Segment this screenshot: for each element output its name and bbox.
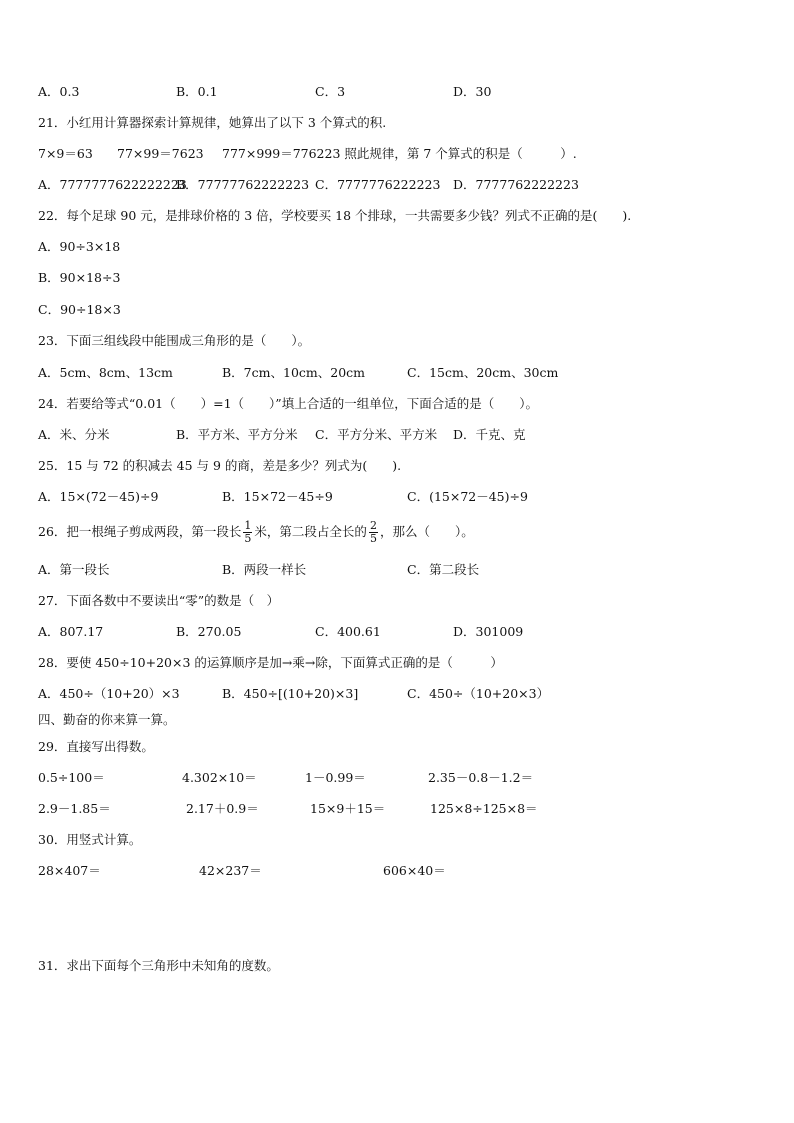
q29-item: 2.9－1.85＝ xyxy=(38,801,111,816)
q27-option-c: C．400.61 xyxy=(315,624,381,639)
q26-fraction-2 xyxy=(369,520,378,545)
q20-option-c: C．3 xyxy=(315,84,346,99)
q20-option-a: A．0.3 xyxy=(38,84,80,99)
q29-item: 2.17＋0.9＝ xyxy=(186,801,259,816)
q28-stem: 28．要使 450÷10+20×3 的运算顺序是加→乘→除，下面算式正确的是（ ） xyxy=(38,655,503,670)
q26-fraction-2-denominator: 5 xyxy=(369,532,377,545)
q24-option-d: D．千克、克 xyxy=(453,427,526,442)
q27-option-a: A．807.17 xyxy=(38,624,104,639)
q30-item: 606×40＝ xyxy=(383,863,446,878)
q21-option-b: B．77777762222223 xyxy=(176,177,310,192)
q20-option-d: D．30 xyxy=(453,84,492,99)
q26-option-a: A．第一段长 xyxy=(38,562,110,577)
q28-option-b: B．450÷[(10+20)×3] xyxy=(222,686,359,701)
q24-option-b: B．平方米、平方分米 xyxy=(176,427,298,442)
q22-option-c: C．90÷18×3 xyxy=(38,302,121,317)
q29-item: 0.5÷100＝ xyxy=(38,770,105,785)
q29-item: 15×9＋15＝ xyxy=(310,801,386,816)
q23-option-a: A．5cm、8cm、13cm xyxy=(38,365,173,380)
q21-option-a: A．7777777622222223 xyxy=(38,177,187,192)
q21-stem: 21．小红用计算器探索计算规律，她算出了以下 3 个算式的积. xyxy=(38,115,387,130)
section-4-title: 四、勤奋的你来算一算。 xyxy=(38,712,176,727)
q27-option-b: B．270.05 xyxy=(176,624,242,639)
q22-option-b: B．90×18÷3 xyxy=(38,270,121,285)
q22-option-a: A．90÷3×18 xyxy=(38,239,121,254)
q29-item: 125×8÷125×8＝ xyxy=(430,801,538,816)
q26-stem-part1: 26．把一根绳子剪成两段，第一段长 xyxy=(38,524,242,539)
q21-option-c: C．7777776222223 xyxy=(315,177,441,192)
q24-option-a: A．米、分米 xyxy=(38,427,110,442)
q26-fraction-1-denominator: 5 xyxy=(244,532,252,545)
q25-option-a: A．15×(72－45)÷9 xyxy=(38,489,159,504)
q22-stem: 22．每个足球 90 元，是排球价格的 3 倍，学校要买 18 个排球，一共需要多少钱？列式不正确的是( ). xyxy=(38,208,632,223)
q28-option-c: C．450÷（10+20×3） xyxy=(407,686,550,701)
q30-item: 28×407＝ xyxy=(38,863,101,878)
q26-option-b: B．两段一样长 xyxy=(222,562,307,577)
q26-fraction-2-numerator: 2 xyxy=(369,519,377,532)
q27-option-d: D．301009 xyxy=(453,624,524,639)
q26-fraction-1-numerator: 1 xyxy=(244,519,252,532)
q29-item: 1－0.99＝ xyxy=(305,770,366,785)
q25-option-c: C．(15×72－45)÷9 xyxy=(407,489,528,504)
q26-stem xyxy=(38,517,474,547)
q29-item: 4.302×10＝ xyxy=(182,770,257,785)
q23-stem: 23．下面三组线段中能围成三角形的是（ ）。 xyxy=(38,333,311,348)
q28-option-a: A．450÷（10+20）×3 xyxy=(38,686,180,701)
q30-stem: 30．用竖式计算。 xyxy=(38,832,142,847)
q25-option-b: B．15×72－45÷9 xyxy=(222,489,333,504)
q26-stem-part2: 米，第二段占全长的 xyxy=(254,524,367,539)
q23-option-c: C．15cm、20cm、30cm xyxy=(407,365,559,380)
q21-option-d: D．7777762222223 xyxy=(453,177,579,192)
q23-option-b: B．7cm、10cm、20cm xyxy=(222,365,366,380)
q24-stem: 24．若要给等式“0.01（ ）=1（ ）”填上合适的一组单位，下面合适的是（ ）。 xyxy=(38,396,538,411)
q30-item: 42×237＝ xyxy=(199,863,262,878)
q31-stem: 31．求出下面每个三角形中未知角的度数。 xyxy=(38,958,279,973)
q21-expr1: 7×9＝63 xyxy=(38,146,93,161)
q25-stem: 25．15 与 72 的积减去 45 与 9 的商，差是多少？列式为( ). xyxy=(38,458,402,473)
q29-stem: 29．直接写出得数。 xyxy=(38,739,154,754)
q26-fraction-1 xyxy=(243,520,252,545)
q26-option-c: C．第二段长 xyxy=(407,562,480,577)
q21-expr3: 777×999＝776223 照此规律，第 7 个算式的积是（ ）. xyxy=(222,146,577,161)
q26-stem-part3: ，那么（ ）。 xyxy=(379,524,474,539)
q21-expr2: 77×99＝7623 xyxy=(117,146,204,161)
q20-option-b: B．0.1 xyxy=(176,84,218,99)
q27-stem: 27．下面各数中不要读出“零”的数是（ ） xyxy=(38,593,280,608)
q24-option-c: C．平方分米、平方米 xyxy=(315,427,438,442)
q29-item: 2.35－0.8－1.2＝ xyxy=(428,770,534,785)
